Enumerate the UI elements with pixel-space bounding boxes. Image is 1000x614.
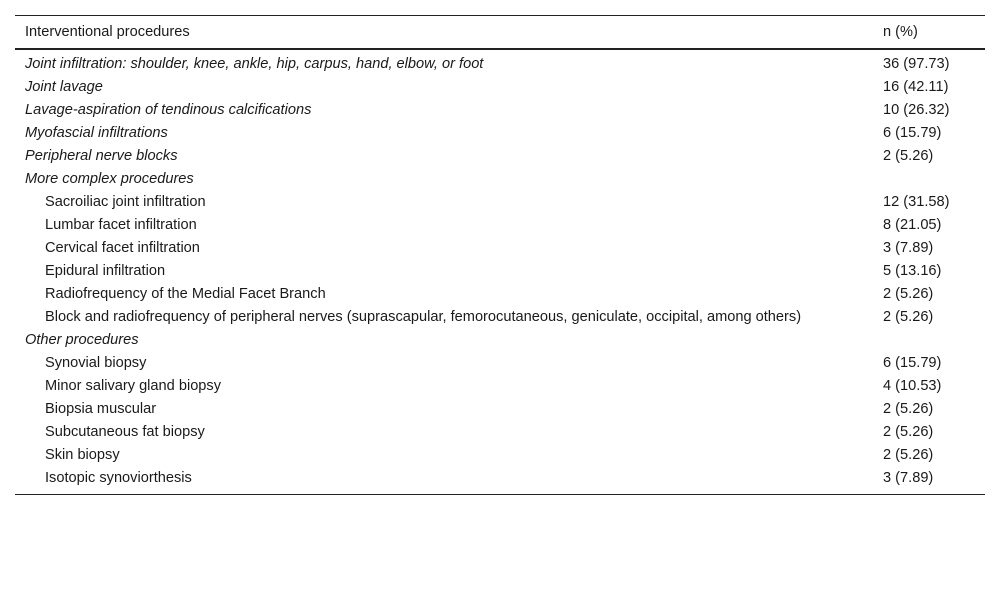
procedure-value: 6 (15.79) <box>883 125 942 141</box>
table-row <box>15 99 985 122</box>
procedure-label: Synovial biopsy <box>45 355 147 371</box>
table-row <box>15 191 985 214</box>
table-row <box>15 375 985 398</box>
procedure-label: Epidural infiltration <box>45 263 166 279</box>
table-row <box>15 76 985 99</box>
procedure-value: 2 (5.26) <box>883 401 934 417</box>
section-row-other <box>15 329 985 352</box>
table-row <box>15 283 985 306</box>
table-row <box>15 260 985 283</box>
procedure-value: 5 (13.16) <box>883 263 942 279</box>
table-row <box>15 306 985 329</box>
procedure-value: 2 (5.26) <box>883 148 934 164</box>
procedure-value: 2 (5.26) <box>883 424 934 440</box>
table-row <box>15 352 985 375</box>
table-row <box>15 467 985 495</box>
procedure-value: 2 (5.26) <box>883 447 934 463</box>
section-label: Other procedures <box>25 332 139 348</box>
table-body <box>15 49 985 495</box>
table-header <box>15 16 985 50</box>
procedure-label: Joint lavage <box>25 79 103 95</box>
procedure-label: Subcutaneous fat biopsy <box>45 424 205 440</box>
header-row <box>15 16 985 50</box>
table-row <box>15 421 985 444</box>
procedure-value: 2 (5.26) <box>883 286 934 302</box>
section-label: More complex procedures <box>25 171 194 187</box>
procedure-label: Biopsia muscular <box>45 401 157 417</box>
header-n-percent: n (%) <box>883 24 918 40</box>
table-row <box>15 122 985 145</box>
procedure-value: 3 (7.89) <box>883 240 934 256</box>
procedure-label: Cervical facet infiltration <box>45 240 200 256</box>
procedure-label: Peripheral nerve blocks <box>25 148 178 164</box>
procedures-table-container <box>15 15 985 495</box>
procedure-label: Joint infiltration: shoulder, knee, ankle, hip, carpus, hand, elbow, or foot <box>25 56 484 72</box>
table-row <box>15 398 985 421</box>
procedure-value <box>873 329 985 352</box>
procedure-label: Skin biopsy <box>45 447 120 463</box>
procedure-label: Lumbar facet infiltration <box>45 217 197 233</box>
procedure-label: Isotopic synoviorthesis <box>45 470 192 486</box>
procedure-label: Lavage-aspiration of tendinous calcifications <box>25 102 312 118</box>
table-row <box>15 145 985 168</box>
header-procedures: Interventional procedures <box>25 24 190 40</box>
table-row <box>15 237 985 260</box>
table-row <box>15 214 985 237</box>
procedure-value: 12 (31.58) <box>883 194 950 210</box>
procedure-value: 36 (97.73) <box>883 56 950 72</box>
procedure-value: 6 (15.79) <box>883 355 942 371</box>
procedure-label: Minor salivary gland biopsy <box>45 378 222 394</box>
procedure-value: 2 (5.26) <box>883 309 934 325</box>
procedures-table <box>15 15 985 495</box>
procedure-value: 4 (10.53) <box>883 378 942 394</box>
procedure-value: 16 (42.11) <box>883 79 949 95</box>
procedure-value: 10 (26.32) <box>883 102 950 118</box>
table-row <box>15 49 985 76</box>
procedure-value: 8 (21.05) <box>883 217 942 233</box>
procedure-label: Sacroiliac joint infiltration <box>45 194 206 210</box>
table-row <box>15 444 985 467</box>
procedure-label: Myofascial infiltrations <box>25 125 168 141</box>
procedure-value <box>873 168 985 191</box>
procedure-value: 3 (7.89) <box>883 470 934 486</box>
section-row-complex <box>15 168 985 191</box>
procedure-label: Radiofrequency of the Medial Facet Branch <box>45 286 326 302</box>
procedure-label: Block and radiofrequency of peripheral nerves (suprascapular, femorocutaneous, geniculate, occipital, among others) <box>45 309 802 325</box>
